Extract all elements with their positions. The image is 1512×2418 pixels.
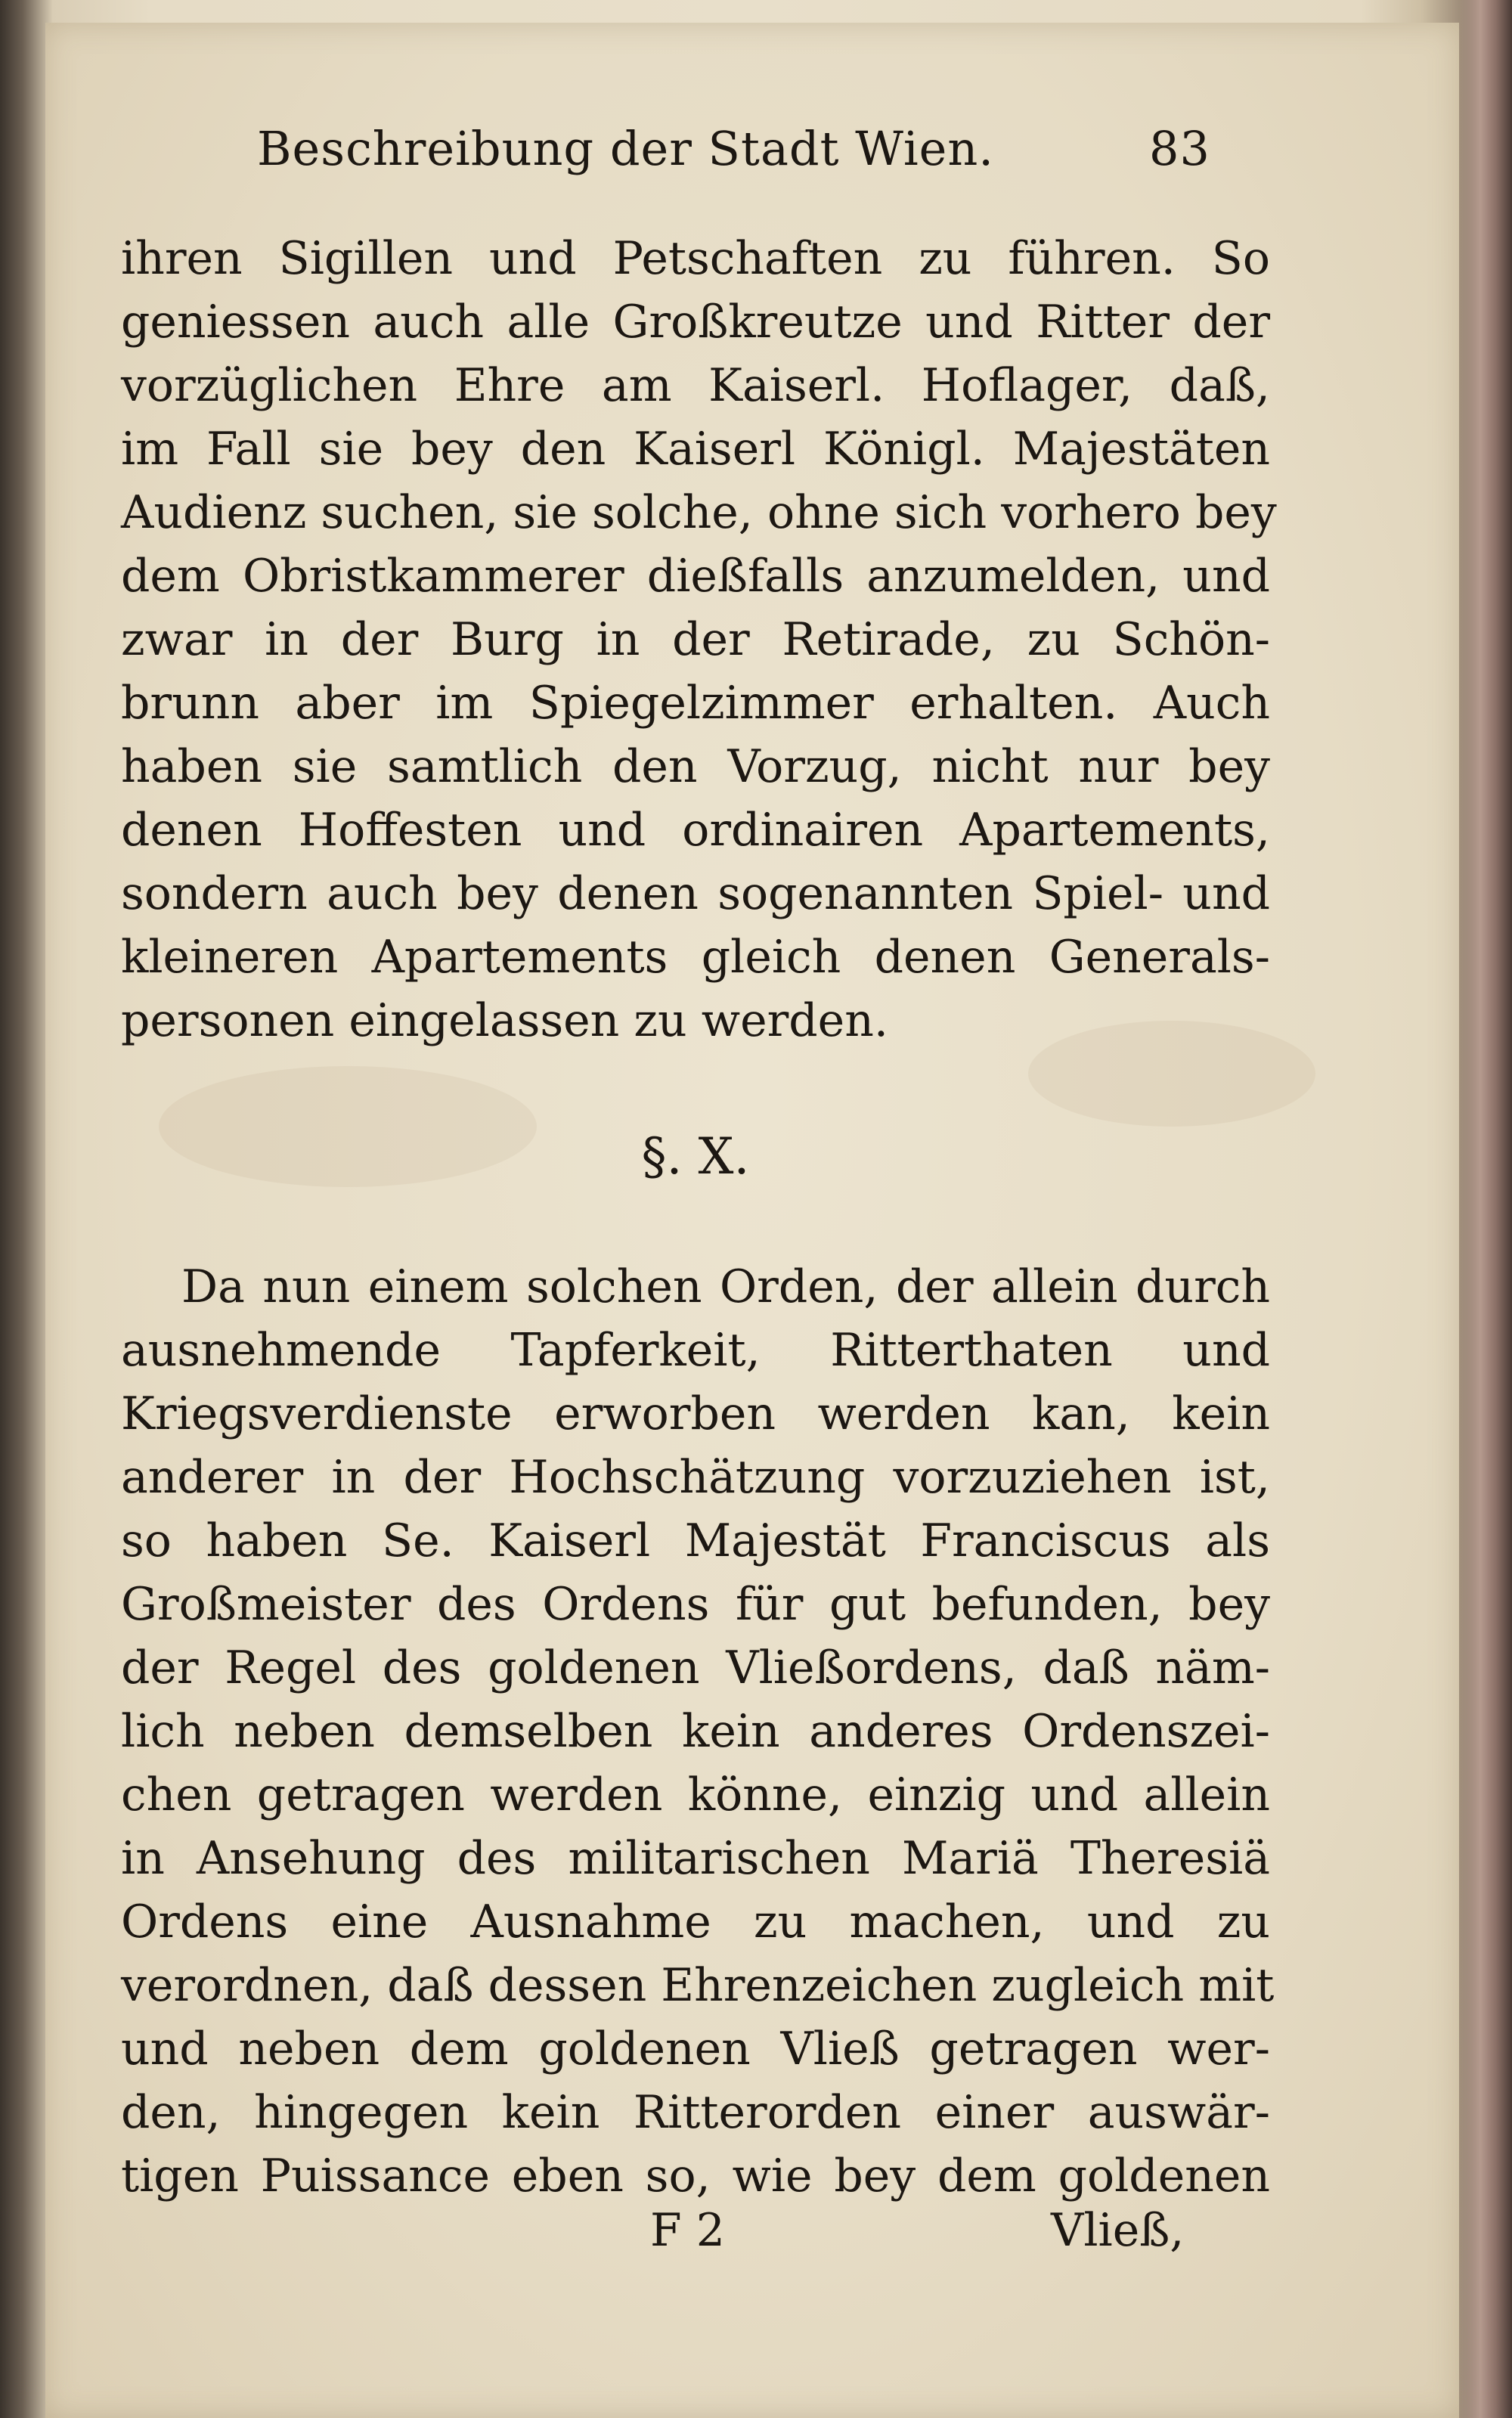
paragraph-2 — [121, 1255, 1275, 2208]
text-line: Kriegsverdienste erworben werden kan, kein — [121, 1387, 1270, 1440]
running-title: Beschreibung der Stadt Wien. — [257, 121, 995, 176]
text-line: vorzüglichen Ehre am Kaiserl. Hoflager, daß, — [121, 359, 1270, 412]
text-line: tigen Puissance eben so, wie bey dem goldenen — [121, 2150, 1270, 2203]
text-line: der Regel des goldenen Vließordens, daß näm- — [121, 1641, 1270, 1694]
text-line: Großmeister des Ordens für gut befunden, bey — [121, 1578, 1270, 1631]
text-line: im Fall sie bey den Kaiserl Königl. Majestäten — [121, 423, 1270, 476]
paragraph-1 — [121, 227, 1277, 1052]
text-line: ausnehmende Tapferkeit, Ritterthaten und — [121, 1324, 1270, 1377]
text-line: lich neben demselben kein anderes Ordenszei- — [121, 1705, 1270, 1758]
text-line: brunn aber im Spiegelzimmer erhalten. Auch — [121, 677, 1270, 730]
text-line: haben sie samtlich den Vorzug, nicht nur bey — [121, 740, 1270, 793]
page-edge — [1459, 0, 1512, 2418]
text-line: ihren Sigillen und Petschaften zu führen. So — [121, 232, 1270, 285]
text-line: sondern auch bey denen sogenannten Spiel- und — [121, 867, 1270, 920]
text-line: den, hingegen kein Ritterorden einer auswär- — [121, 2086, 1270, 2139]
text-line: dem Obristkammerer dießfalls anzumelden, und — [121, 550, 1270, 603]
running-header — [257, 121, 1240, 197]
text-line: kleineren Apartements gleich denen Generals- — [121, 931, 1270, 984]
signature-mark: F 2 — [650, 2204, 725, 2257]
text-line: geniessen auch alle Großkreutze und Ritter der — [121, 296, 1270, 349]
text-line: in Ansehung des militarischen Mariä Theresiä — [121, 1832, 1270, 1885]
text-line: so haben Se. Kaiserl Majestät Franciscus als — [121, 1514, 1270, 1567]
text-line: verordnen, daß dessen Ehrenzeichen zugleich mit — [121, 1959, 1275, 2012]
text-line: zwar in der Burg in der Retirade, zu Schön- — [121, 613, 1270, 666]
page-number: 83 — [1149, 121, 1210, 176]
text-line: Ordens eine Ausnahme zu machen, und zu — [121, 1896, 1270, 1948]
text-line: Da nun einem solchen Orden, der allein durch — [181, 1260, 1270, 1313]
text-line: denen Hoffesten und ordinairen Apartements, — [121, 804, 1270, 857]
text-line: und neben dem goldenen Vließ getragen wer- — [121, 2023, 1270, 2075]
text-line: chen getragen werden könne, einzig und allein — [121, 1769, 1270, 1821]
text-line: Audienz suchen, sie solche, ohne sich vorhero bey — [121, 486, 1277, 539]
text-line: anderer in der Hochschätzung vorzuziehen ist, — [121, 1451, 1270, 1504]
catchword: Vließ, — [1051, 2204, 1185, 2257]
section-heading: §. X. — [641, 1127, 750, 1186]
page-footer — [121, 2193, 1270, 2268]
text-line: personen eingelassen zu werden. — [121, 994, 888, 1047]
